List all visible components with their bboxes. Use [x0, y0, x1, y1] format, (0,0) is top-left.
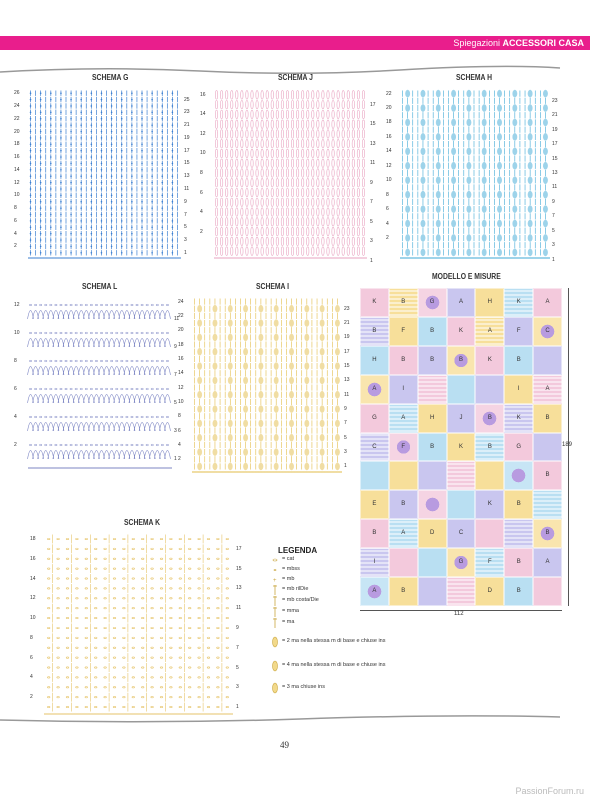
- row-number: 13: [344, 377, 350, 384]
- row-number: 20: [386, 105, 392, 112]
- block-letter: B: [545, 472, 550, 479]
- row-number: 16: [14, 154, 20, 161]
- mosaic-block: [418, 375, 447, 404]
- row-number: 2: [178, 456, 181, 463]
- row-number: 14: [178, 370, 184, 377]
- block-letter: J: [459, 414, 463, 421]
- mosaic-block: [533, 577, 562, 606]
- block-letter: B: [372, 530, 377, 537]
- row-number: 23: [184, 109, 190, 116]
- g-stitch-grid: [14, 86, 194, 264]
- legend: [270, 556, 430, 706]
- block-letter: B: [401, 501, 406, 508]
- row-number: 1: [184, 249, 187, 256]
- legend-symbol-icon: [270, 635, 282, 649]
- row-number: 7: [174, 372, 177, 378]
- block-letter: A: [401, 530, 406, 537]
- row-number: 15: [236, 565, 242, 572]
- block-letter: C: [372, 443, 377, 450]
- block-letter: A: [545, 559, 550, 566]
- block-letter: D: [487, 588, 493, 595]
- row-number: 17: [236, 545, 242, 552]
- schema-g-title: SCHEMA G: [92, 73, 129, 82]
- legend-item: = mb costa/Die: [282, 597, 319, 603]
- row-number: 9: [184, 198, 187, 205]
- schema-i-chart: [178, 294, 354, 478]
- row-number: 2: [386, 234, 389, 241]
- row-number: 2: [14, 243, 17, 250]
- row-number: 7: [370, 199, 373, 206]
- row-number: 11: [236, 605, 242, 612]
- mosaic-block: [504, 519, 533, 548]
- mosaic-block: [389, 461, 418, 490]
- legend-item: = 2 ma nella stessa m di base e chiuse ins: [282, 638, 386, 644]
- row-number: 14: [200, 111, 206, 118]
- schema-h-title: SCHEMA H: [456, 73, 493, 82]
- block-letter: K: [487, 501, 492, 508]
- row-number: 5: [370, 218, 373, 225]
- model-width-label: 112: [454, 611, 464, 617]
- row-number: 8: [30, 634, 33, 641]
- block-letter: G: [372, 414, 377, 421]
- row-number: 1: [236, 704, 239, 711]
- row-number: 5: [184, 224, 187, 231]
- block-letter: A: [545, 385, 550, 392]
- row-number: 15: [370, 121, 376, 128]
- row-number: 3: [344, 449, 347, 456]
- row-number: 24: [178, 298, 184, 305]
- row-number: 14: [14, 166, 20, 173]
- row-number: 22: [178, 312, 184, 319]
- legend-item: = ma: [282, 619, 295, 625]
- row-number: 6: [178, 427, 181, 434]
- block-letter: K: [516, 414, 521, 421]
- schema-l-chart: [14, 294, 184, 474]
- block-letter: K: [487, 356, 492, 363]
- row-number: 10: [200, 150, 206, 157]
- row-number: 11: [344, 391, 350, 398]
- row-number: 13: [184, 173, 190, 180]
- mosaic-block: [533, 346, 562, 375]
- schema-k-title: SCHEMA K: [124, 518, 161, 527]
- block-letter: H: [429, 414, 435, 421]
- block-letter: B: [516, 356, 521, 363]
- mosaic-block: [447, 375, 476, 404]
- row-number: 3: [370, 238, 373, 245]
- block-letter: G: [516, 443, 522, 450]
- row-number: 13: [370, 140, 376, 147]
- block-letter: I: [517, 385, 520, 392]
- block-letter: D: [429, 530, 435, 537]
- row-number: 12: [200, 130, 206, 137]
- row-number: 19: [344, 334, 350, 341]
- block-letter: B: [516, 559, 521, 566]
- row-number: 14: [386, 148, 392, 155]
- row-number: 4: [200, 209, 203, 216]
- h-stitch-grid: [386, 86, 562, 264]
- mosaic-block: [447, 490, 476, 519]
- row-number: 1: [174, 456, 177, 462]
- row-number: 19: [184, 134, 190, 141]
- row-number: 9: [370, 179, 373, 186]
- row-number: 11: [370, 160, 376, 167]
- row-number: 11: [184, 185, 190, 192]
- block-letter: B: [401, 588, 406, 595]
- row-number: 17: [370, 101, 376, 108]
- legend-symbol-icon: [270, 616, 282, 630]
- row-number: 23: [344, 305, 350, 312]
- block-letter: C: [458, 530, 464, 537]
- row-number: 9: [552, 198, 555, 205]
- row-number: 10: [14, 330, 20, 336]
- schema-j-title: SCHEMA J: [278, 73, 313, 82]
- row-number: 10: [386, 177, 392, 184]
- row-number: 19: [552, 126, 558, 133]
- row-number: 22: [14, 115, 20, 122]
- row-number: 21: [344, 320, 350, 327]
- row-number: 2: [30, 694, 33, 701]
- row-number: 4: [14, 230, 17, 237]
- mosaic-block: [504, 461, 533, 490]
- row-number: 3: [174, 428, 177, 434]
- row-number: 7: [344, 420, 347, 427]
- block-letter: C: [545, 327, 550, 334]
- mosaic-block: [533, 490, 562, 519]
- row-number: 6: [200, 189, 203, 196]
- row-number: 6: [30, 654, 33, 661]
- mosaic-block: [475, 461, 504, 490]
- schema-l-title: SCHEMA L: [82, 282, 118, 291]
- legend-item: = mb: [282, 576, 295, 582]
- row-number: 5: [174, 400, 177, 406]
- schema-h-chart: [386, 86, 562, 264]
- row-number: 8: [178, 413, 181, 420]
- row-number: 21: [184, 122, 190, 129]
- row-number: 3: [552, 242, 555, 249]
- block-letter: B: [430, 327, 435, 334]
- row-number: 1: [370, 257, 373, 264]
- row-number: 15: [344, 363, 350, 370]
- block-letter: G: [458, 559, 464, 566]
- block-letter: I: [402, 385, 405, 392]
- row-number: 2: [14, 442, 17, 448]
- block-letter: H: [487, 299, 493, 305]
- svg-text:+: +: [273, 578, 277, 584]
- row-number: 8: [14, 205, 17, 212]
- row-number: 10: [178, 398, 184, 405]
- block-letter: A: [545, 299, 550, 305]
- row-number: 14: [30, 575, 36, 582]
- row-number: 15: [184, 160, 190, 167]
- row-number: 18: [178, 341, 184, 348]
- block-letter: B: [430, 443, 435, 450]
- legend-symbol-icon: [270, 681, 282, 695]
- row-number: 18: [30, 535, 36, 542]
- block-letter: E: [372, 501, 377, 508]
- row-number: 9: [174, 344, 177, 350]
- schema-k-chart: [30, 530, 246, 720]
- block-letter: B: [487, 443, 492, 450]
- header-section: ACCESSORI CASA: [502, 38, 584, 48]
- block-letter: G: [429, 299, 435, 305]
- block-letter: A: [372, 385, 377, 392]
- block-letter: B: [401, 356, 406, 363]
- row-number: 17: [344, 348, 350, 355]
- row-number: 11: [552, 184, 558, 191]
- row-number: 12: [14, 179, 20, 186]
- row-number: 17: [184, 147, 190, 154]
- row-number: 20: [14, 128, 20, 135]
- block-letter: B: [516, 501, 521, 508]
- block-letter: F: [401, 443, 406, 450]
- block-letter: B: [401, 299, 406, 305]
- row-number: 18: [14, 141, 20, 148]
- row-number: 4: [178, 441, 181, 448]
- mosaic-block: [447, 461, 476, 490]
- mosaic-block: [533, 433, 562, 462]
- row-number: 4: [14, 414, 17, 420]
- row-number: 6: [386, 206, 389, 213]
- block-letter: A: [458, 299, 463, 305]
- block-letter: F: [488, 559, 492, 566]
- row-number: 8: [14, 358, 17, 364]
- row-number: 7: [236, 644, 239, 651]
- mosaic-block: [360, 461, 389, 490]
- row-number: 4: [386, 220, 389, 227]
- row-number: 3: [184, 237, 187, 244]
- block-letter: B: [458, 356, 463, 363]
- row-number: 9: [344, 406, 347, 413]
- row-number: 9: [236, 624, 239, 631]
- row-number: 6: [14, 217, 17, 224]
- legend-item: = mb rilDie: [282, 586, 309, 592]
- schema-g-chart: [14, 86, 194, 264]
- legend-item: = cat: [282, 556, 295, 562]
- row-number: 8: [200, 170, 203, 176]
- row-number: 17: [552, 141, 558, 148]
- block-letter: K: [458, 327, 463, 334]
- row-number: 20: [178, 327, 184, 334]
- row-number: 16: [386, 133, 392, 140]
- row-number: 18: [386, 119, 392, 126]
- l-stitch-grid: [14, 294, 184, 474]
- row-number: 13: [236, 585, 242, 592]
- row-number: 12: [30, 595, 36, 602]
- row-number: 16: [30, 555, 36, 562]
- block-letter: B: [487, 414, 492, 421]
- model-title: MODELLO E MISURE: [432, 272, 501, 281]
- row-number: 25: [184, 96, 190, 103]
- block-letter: A: [401, 414, 406, 421]
- row-number: 12: [178, 384, 184, 391]
- watermark: PassionForum.ru: [515, 786, 584, 796]
- legend-item: = mbss: [282, 566, 300, 572]
- row-number: 12: [14, 302, 20, 308]
- mosaic-block: [418, 490, 447, 519]
- row-number: 7: [552, 213, 555, 220]
- k-stitch-grid: [30, 530, 246, 720]
- block-letter: B: [516, 588, 521, 595]
- block-letter: B: [545, 414, 550, 421]
- row-number: 10: [30, 615, 36, 622]
- page-number: 49: [280, 740, 289, 750]
- row-number: 16: [178, 355, 184, 362]
- block-letter: B: [430, 356, 435, 363]
- header-prefix: Spiegazioni: [453, 38, 500, 48]
- block-letter: B: [372, 327, 377, 334]
- block-letter: K: [516, 299, 521, 305]
- row-number: 23: [552, 97, 558, 104]
- row-number: 24: [14, 102, 20, 109]
- mosaic-block: [418, 461, 447, 490]
- row-number: 6: [14, 386, 17, 392]
- legend-item: = 4 ma nella stessa m di base e chiuse ins: [282, 662, 386, 668]
- row-number: 15: [552, 155, 558, 162]
- block-letter: F: [516, 327, 521, 334]
- i-stitch-grid: [178, 294, 354, 478]
- block-letter: A: [487, 327, 492, 334]
- block-letter: K: [458, 443, 463, 450]
- mosaic-block: [475, 519, 504, 548]
- row-number: 5: [552, 227, 555, 234]
- row-number: 7: [184, 211, 187, 218]
- legend-title: LEGENDA: [278, 546, 318, 555]
- legend-item: = mma: [282, 608, 299, 614]
- j-stitch-grid: [200, 86, 380, 264]
- block-letter: I: [373, 559, 376, 566]
- model-height-label: 189: [562, 442, 573, 448]
- schema-j-chart: [200, 86, 380, 264]
- row-number: 16: [200, 91, 206, 98]
- schema-i-title: SCHEMA I: [256, 282, 290, 291]
- block-letter: F: [401, 327, 406, 334]
- row-number: 21: [552, 112, 558, 119]
- block-letter: H: [372, 356, 377, 363]
- legend-symbol-icon: [270, 659, 282, 673]
- row-number: 22: [386, 90, 392, 97]
- row-number: 10: [14, 192, 20, 199]
- row-number: 5: [236, 664, 239, 671]
- section-header: [453, 36, 584, 50]
- row-number: 3: [236, 684, 239, 691]
- row-number: 1: [552, 256, 555, 263]
- row-number: 1: [344, 463, 347, 470]
- row-number: 4: [30, 674, 33, 681]
- row-number: 26: [14, 90, 20, 97]
- row-number: 8: [386, 191, 389, 198]
- row-number: 5: [344, 434, 347, 441]
- row-number: 11: [174, 316, 180, 322]
- block-letter: K: [372, 299, 377, 305]
- row-number: 12: [386, 162, 392, 169]
- block-letter: B: [545, 530, 550, 537]
- mosaic-block: [447, 577, 476, 606]
- block-letter: A: [372, 588, 377, 595]
- mosaic-block: [475, 375, 504, 404]
- row-number: 13: [552, 170, 558, 176]
- legend-item: = 3 ma chiuse ins: [282, 684, 325, 690]
- row-number: 2: [200, 228, 203, 235]
